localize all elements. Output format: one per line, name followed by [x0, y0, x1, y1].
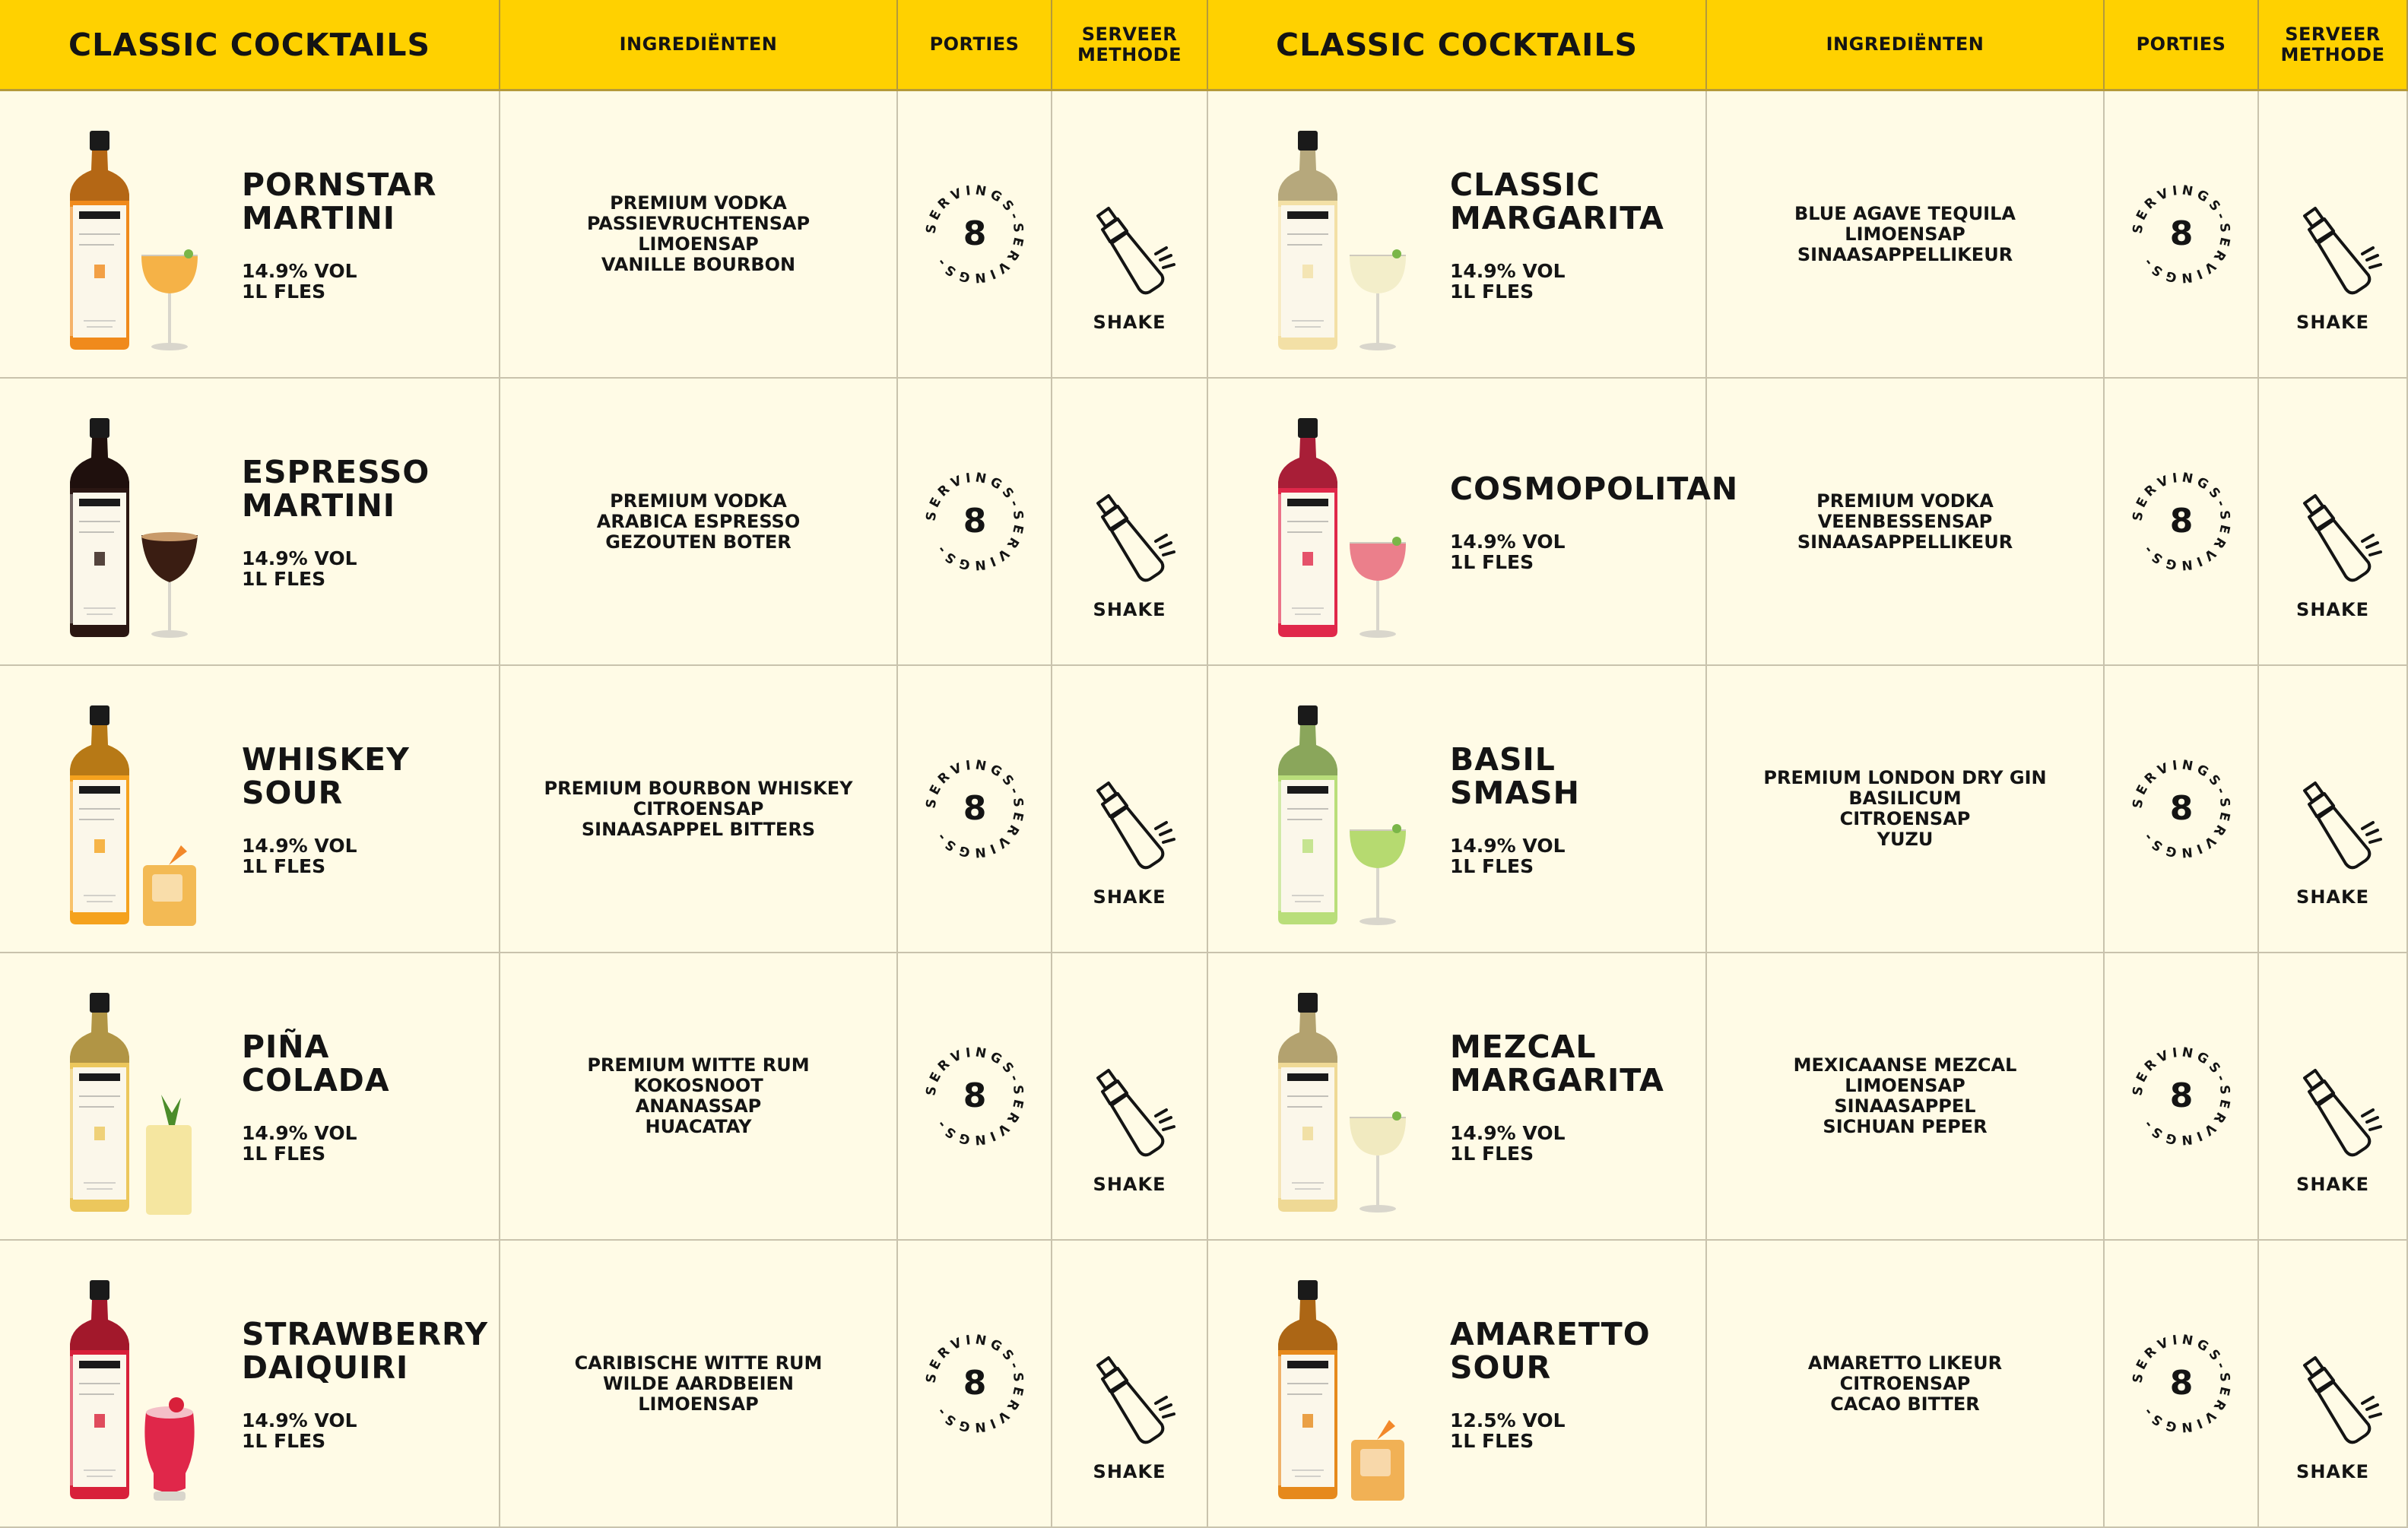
product-info	[1450, 379, 1739, 666]
product-info	[1450, 1241, 1708, 1528]
method-label: SHAKE	[1093, 599, 1166, 620]
cocktail-row	[0, 666, 1208, 953]
servings-badge-icon	[2128, 181, 2235, 287]
portions-cell	[2105, 953, 2259, 1241]
ingredient-list	[544, 778, 853, 840]
ingredient-list	[587, 193, 810, 275]
portions-cell	[2105, 379, 2259, 666]
ingredient-item: PREMIUM VODKA	[610, 490, 787, 512]
method-cell	[2259, 1241, 2408, 1528]
bottle-size: 1L FLES	[1450, 1430, 1534, 1452]
cocktail-name: CLASSIC MARGARITA	[1450, 166, 1664, 236]
ingredient-item: SINAASAPPEL	[1834, 1095, 1976, 1117]
ingredient-item: PREMIUM VODKA	[1816, 490, 1994, 512]
method-cell	[2259, 953, 2408, 1241]
product-cell	[1208, 1241, 1707, 1528]
method-label: SHAKE	[2296, 1461, 2369, 1482]
alcohol-volume: 14.9% VOL	[1450, 531, 1566, 553]
method-label: SHAKE	[1093, 312, 1166, 333]
svg-text:SERVINGS-SERVINGS-: SERVINGS-SERVINGS-	[922, 757, 1026, 861]
cocktail-name: AMARETTO SOUR	[1450, 1316, 1651, 1386]
ingredient-item: VANILLE BOURBON	[601, 254, 796, 275]
cocktail-name: COSMOPOLITAN	[1450, 471, 1739, 507]
method-cell	[1052, 666, 1208, 953]
portions-cell	[898, 91, 1052, 379]
portions-cell	[2105, 666, 2259, 953]
header-method-line1: SERVEER	[1081, 23, 1178, 45]
product-info	[242, 666, 500, 953]
shaker-icon	[2289, 1067, 2384, 1159]
method-label: SHAKE	[1093, 1461, 1166, 1482]
svg-text:SERVINGS-SERVINGS-: SERVINGS-SERVINGS-	[2129, 1332, 2233, 1435]
ingredient-item: LIMOENSAP	[638, 1393, 759, 1415]
bottle-size: 1L FLES	[1450, 551, 1534, 573]
method-cell	[2259, 666, 2408, 953]
alcohol-volume: 14.9% VOL	[242, 1409, 357, 1431]
product-cell	[1208, 953, 1707, 1241]
product-cell	[1208, 91, 1707, 379]
svg-text:SERVINGS-SERVINGS-: SERVINGS-SERVINGS-	[922, 182, 1026, 286]
ingredient-list	[587, 1055, 809, 1137]
shaker-icon	[2289, 780, 2384, 871]
bottle-size: 1L FLES	[242, 855, 326, 877]
cocktail-row	[1208, 91, 2408, 379]
liqueur-bottle-icon	[67, 993, 132, 1213]
product-info	[1450, 953, 1708, 1241]
header-method-line1: SERVEER	[2285, 23, 2381, 45]
ingredient-item: BLUE AGAVE TEQUILA	[1794, 202, 2016, 224]
header-title: CLASSIC COCKTAILS	[0, 0, 500, 91]
portions-cell	[2105, 91, 2259, 379]
ingredients-cell	[500, 91, 898, 379]
ingredients-cell	[1707, 379, 2105, 666]
right-table	[1208, 0, 2408, 1522]
servings-badge-icon	[2128, 1043, 2235, 1149]
alcohol-volume: 12.5% VOL	[1450, 1409, 1566, 1431]
ingredient-item: CARIBISCHE WITTE RUM	[574, 1352, 823, 1374]
ingredient-item: SINAASAPPEL BITTERS	[581, 818, 816, 840]
cocktail-meta	[1450, 1123, 1708, 1164]
liqueur-bottle-icon	[67, 1280, 132, 1501]
alcohol-volume: 14.9% VOL	[242, 547, 357, 569]
cocktail-meta	[242, 1410, 500, 1451]
header-method-line2: METHODE	[2280, 43, 2385, 65]
cocktail-meta	[1450, 261, 1708, 302]
bottle-size: 1L FLES	[242, 281, 326, 303]
method-cell	[1052, 91, 1208, 379]
ingredient-item: MEXICAANSE MEZCAL	[1793, 1054, 2017, 1076]
product-info	[1450, 91, 1708, 379]
product-info	[242, 379, 500, 666]
shaker-icon	[1083, 1067, 1177, 1159]
liqueur-bottle-icon	[67, 131, 132, 351]
portions-cell	[2105, 1241, 2259, 1528]
method-cell	[1052, 1241, 1208, 1528]
cocktail-meta	[242, 835, 500, 877]
cocktail-row	[0, 379, 1208, 666]
ingredient-item: PREMIUM LONDON DRY GIN	[1763, 767, 2047, 788]
cocktail-row	[1208, 666, 2408, 953]
alcohol-volume: 14.9% VOL	[242, 260, 357, 282]
header-ingredients: INGREDIËNTEN	[1707, 0, 2105, 91]
servings-number: 8	[2169, 502, 2193, 541]
servings-badge-icon	[922, 756, 1028, 862]
cocktail-name: MEZCAL MARGARITA	[1450, 1029, 1664, 1098]
svg-text:SERVINGS-SERVINGS-: SERVINGS-SERVINGS-	[922, 470, 1026, 573]
ingredients-cell	[1707, 91, 2105, 379]
product-info	[242, 91, 500, 379]
servings-badge-icon	[922, 1330, 1028, 1437]
method-cell	[1052, 379, 1208, 666]
ingredient-item: VEENBESSENSAP	[1817, 510, 1993, 532]
ingredients-cell	[500, 1241, 898, 1528]
servings-badge-icon	[2128, 756, 2235, 862]
cocktail-row	[0, 91, 1208, 379]
servings-number: 8	[2169, 1076, 2193, 1115]
liqueur-bottle-icon	[1275, 418, 1340, 639]
cocktail-meta	[242, 1123, 500, 1164]
ingredient-item: WILDE AARDBEIEN	[602, 1372, 794, 1394]
ingredient-item: LIMOENSAP	[1845, 1075, 1965, 1096]
portions-cell	[898, 953, 1052, 1241]
method-label: SHAKE	[2296, 1174, 2369, 1195]
cocktail-glass-icon	[138, 1382, 201, 1504]
header-title: CLASSIC COCKTAILS	[1208, 0, 1707, 91]
product-cell	[0, 666, 500, 953]
cocktail-glass-icon	[1347, 1382, 1409, 1504]
svg-text:SERVINGS-SERVINGS-: SERVINGS-SERVINGS-	[2129, 757, 2233, 861]
cocktail-glass-icon	[138, 233, 201, 354]
cocktail-name: PIÑA COLADA	[242, 1029, 390, 1098]
servings-badge-icon	[2128, 1330, 2235, 1437]
liqueur-bottle-icon	[67, 418, 132, 639]
ingredient-item: CITROENSAP	[1839, 1372, 1971, 1394]
ingredient-item: LIMOENSAP	[638, 233, 759, 255]
product-cell	[1208, 379, 1739, 666]
ingredients-cell	[1707, 1241, 2105, 1528]
servings-badge-icon	[2128, 468, 2235, 575]
method-cell	[1052, 953, 1208, 1241]
cocktail-meta	[1450, 835, 1708, 877]
liqueur-bottle-icon	[1275, 1280, 1340, 1501]
alcohol-volume: 14.9% VOL	[1450, 835, 1566, 857]
servings-number: 8	[963, 214, 986, 253]
ingredient-list	[1794, 204, 2016, 265]
svg-text:SERVINGS-SERVINGS-: SERVINGS-SERVINGS-	[922, 1045, 1026, 1148]
servings-number: 8	[2169, 789, 2193, 828]
cocktail-row	[1208, 953, 2408, 1241]
shaker-icon	[2289, 205, 2384, 296]
product-cell	[0, 91, 500, 379]
liqueur-bottle-icon	[67, 705, 132, 926]
cocktail-row	[1208, 379, 2408, 666]
header-method	[1052, 0, 1208, 91]
servings-badge-icon	[922, 181, 1028, 287]
shaker-icon	[1083, 205, 1177, 296]
ingredient-list	[1797, 491, 2013, 553]
servings-number: 8	[963, 789, 986, 828]
cocktail-glass-icon	[1347, 1095, 1409, 1216]
svg-text:SERVINGS-SERVINGS-: SERVINGS-SERVINGS-	[2129, 182, 2233, 286]
ingredient-item: BASILICUM	[1848, 788, 1962, 809]
svg-text:SERVINGS-SERVINGS-: SERVINGS-SERVINGS-	[2129, 1045, 2233, 1148]
ingredient-item: SINAASAPPELLIKEUR	[1797, 243, 2013, 265]
ingredient-item: YUZU	[1877, 829, 1934, 850]
product-cell	[0, 953, 500, 1241]
method-cell	[2259, 91, 2408, 379]
liqueur-bottle-icon	[1275, 705, 1340, 926]
bottle-size: 1L FLES	[242, 1143, 326, 1165]
product-cell	[0, 379, 500, 666]
ingredients-cell	[1707, 953, 2105, 1241]
cocktail-name: BASIL SMASH	[1450, 741, 1580, 811]
cocktail-meta	[242, 261, 500, 302]
cocktail-meta	[1450, 531, 1708, 572]
ingredient-item: SINAASAPPELLIKEUR	[1797, 531, 2013, 553]
cocktail-name: PORNSTAR MARTINI	[242, 166, 437, 236]
servings-badge-icon	[922, 468, 1028, 575]
ingredient-item: HUACATAY	[645, 1116, 752, 1137]
cocktail-meta	[242, 548, 500, 589]
ingredient-list	[575, 1353, 823, 1415]
cocktail-name: WHISKEY SOUR	[242, 741, 410, 811]
ingredient-item: PREMIUM WITTE RUM	[587, 1054, 810, 1076]
header-portions: PORTIES	[2105, 0, 2259, 91]
ingredient-item: SICHUAN PEPER	[1823, 1116, 1988, 1137]
ingredient-item: KOKOSNOOT	[633, 1075, 763, 1096]
ingredient-list	[597, 491, 800, 553]
shaker-icon	[2289, 493, 2384, 584]
ingredient-item: AMARETTO LIKEUR	[1807, 1352, 2003, 1374]
ingredient-list	[1763, 768, 2046, 850]
product-info	[242, 953, 500, 1241]
ingredient-item: CITROENSAP	[633, 797, 764, 819]
portions-cell	[898, 666, 1052, 953]
svg-text:SERVINGS-SERVINGS-: SERVINGS-SERVINGS-	[922, 1332, 1026, 1435]
bottle-size: 1L FLES	[1450, 855, 1534, 877]
method-label: SHAKE	[1093, 886, 1166, 908]
ingredient-item: ARABICA ESPRESSO	[596, 510, 801, 532]
bottle-size: 1L FLES	[242, 1430, 326, 1452]
cocktail-row	[0, 953, 1208, 1241]
shaker-icon	[1083, 1355, 1177, 1446]
left-table	[0, 0, 1208, 1522]
method-label: SHAKE	[2296, 599, 2369, 620]
cocktail-name: ESPRESSO MARTINI	[242, 454, 430, 524]
cocktail-meta	[1450, 1410, 1708, 1451]
alcohol-volume: 14.9% VOL	[1450, 1122, 1566, 1144]
cocktail-row	[1208, 1241, 2408, 1528]
method-label: SHAKE	[2296, 312, 2369, 333]
method-label: SHAKE	[2296, 886, 2369, 908]
shaker-icon	[1083, 493, 1177, 584]
ingredient-item: LIMOENSAP	[1845, 223, 1965, 245]
ingredients-cell	[500, 666, 898, 953]
servings-badge-icon	[922, 1043, 1028, 1149]
cocktail-glass-icon	[1347, 520, 1409, 642]
ingredient-item: GEZOUTEN BOTER	[605, 531, 792, 553]
ingredient-item: CITROENSAP	[1839, 808, 1971, 829]
method-label: SHAKE	[1093, 1174, 1166, 1195]
header-method-line2: METHODE	[1077, 43, 1182, 65]
product-info	[242, 1241, 500, 1528]
liqueur-bottle-icon	[1275, 131, 1340, 351]
servings-number: 8	[2169, 1364, 2193, 1403]
cocktail-row	[0, 1241, 1208, 1528]
portions-cell	[898, 1241, 1052, 1528]
ingredients-cell	[500, 953, 898, 1241]
servings-number: 8	[2169, 214, 2193, 253]
servings-number: 8	[963, 1076, 986, 1115]
svg-text:SERVINGS-SERVINGS-: SERVINGS-SERVINGS-	[2129, 470, 2233, 573]
cocktail-glass-icon	[138, 807, 201, 929]
alcohol-volume: 14.9% VOL	[242, 1122, 357, 1144]
portions-cell	[898, 379, 1052, 666]
ingredient-item: PASSIEVRUCHTENSAP	[586, 213, 811, 234]
ingredient-list	[1808, 1353, 2002, 1415]
bottle-size: 1L FLES	[242, 568, 326, 590]
cocktail-glass-icon	[1347, 807, 1409, 929]
product-info	[1450, 666, 1708, 953]
cocktail-glass-icon	[138, 520, 201, 642]
header-portions: PORTIES	[898, 0, 1052, 91]
product-cell	[1208, 666, 1707, 953]
cocktail-glass-icon	[1347, 233, 1409, 354]
product-cell	[0, 1241, 500, 1528]
servings-number: 8	[963, 502, 986, 541]
alcohol-volume: 14.9% VOL	[242, 835, 357, 857]
header-ingredients: INGREDIËNTEN	[500, 0, 898, 91]
ingredient-item: PREMIUM BOURBON WHISKEY	[544, 777, 853, 799]
header-method	[2259, 0, 2408, 91]
ingredient-item: ANANASSAP	[635, 1095, 762, 1117]
ingredient-item: PREMIUM VODKA	[610, 192, 787, 214]
ingredients-cell	[1707, 666, 2105, 953]
ingredients-cell	[500, 379, 898, 666]
cocktail-name: STRAWBERRY DAIQUIRI	[242, 1316, 489, 1386]
ingredient-item: CACAO BITTER	[1830, 1393, 1980, 1415]
servings-number: 8	[963, 1364, 986, 1403]
shaker-icon	[2289, 1355, 2384, 1446]
shaker-icon	[1083, 780, 1177, 871]
liqueur-bottle-icon	[1275, 993, 1340, 1213]
ingredient-list	[1794, 1055, 2017, 1137]
cocktail-glass-icon	[138, 1095, 201, 1216]
bottle-size: 1L FLES	[1450, 1143, 1534, 1165]
bottle-size: 1L FLES	[1450, 281, 1534, 303]
method-cell	[2259, 379, 2408, 666]
alcohol-volume: 14.9% VOL	[1450, 260, 1566, 282]
